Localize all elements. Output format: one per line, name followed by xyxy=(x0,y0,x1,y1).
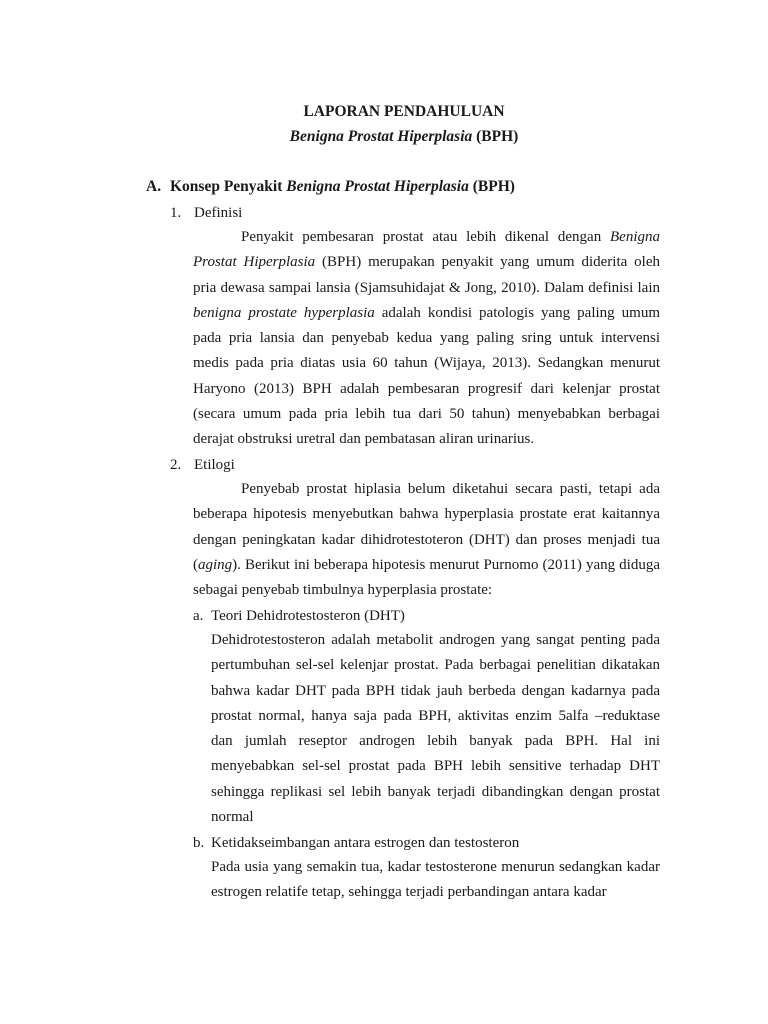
document-title: LAPORAN PENDAHULUAN xyxy=(303,103,505,120)
item-1-number: 1. xyxy=(170,205,182,221)
sub-a-letter: a. xyxy=(193,608,204,624)
etilogi-text-1: Penyebab prostat hiplasia belum diketahui secara pasti, tetapi ada beberapa hipotesis menyebutkan bahwa hyperplasia prostate erat kaitannya dengan peningkatan kadar dihidrotestoteron (DHT) dan proses menjadi tua ( xyxy=(193,481,660,573)
definisi-text-2: (BPH) merupakan penyakit yang umum diderita oleh pria dewasa sampai lansia (Sjamsuhidajat & Jong, 2010). Dalam definisi lain xyxy=(193,254,660,296)
etilogi-paragraph xyxy=(193,477,660,603)
definisi-paragraph xyxy=(193,225,660,453)
sub-a-label: Teori Dehidrotestosteron (DHT) xyxy=(211,608,405,624)
section-a-prefix: Konsep Penyakit xyxy=(170,178,287,195)
section-a-heading xyxy=(146,178,515,196)
item-1-heading xyxy=(170,204,242,222)
sub-b-letter: b. xyxy=(193,835,205,851)
etilogi-text-2: ). Berikut ini beberapa hipotesis menurut Purnomo (2011) yang diduga sebagai penyebab timbulnya hyperplasia prostate: xyxy=(193,556,660,599)
subtitle-italic: Benigna Prostat Hiperplasia xyxy=(289,128,473,145)
subtitle-suffix: (BPH) xyxy=(472,128,519,145)
section-a-italic: Benigna Prostat Hiperplasia xyxy=(286,178,469,195)
definisi-italic-1: Benigna Prostat Hiperplasia xyxy=(193,229,660,271)
definisi-text-1: Penyakit pembesaran prostat atau lebih dikenal dengan xyxy=(241,229,610,245)
sub-a-paragraph: Dehidrotestosteron adalah metabolit androgen yang sangat penting pada pertumbuhan sel-sel kelenjar prostat. Pada berbagai penelitian dikatakan bahwa kadar DHT pada BPH tidak jauh berbeda dengan kadarnya pada prostat normal, hanya saja pada BPH, aktivitas enzim 5alfa –reduktase dan jumlah reseptor androgen lebih banyak pada BPH. Hal ini menyebabkan sel-sel prostat pada BPH lebih sensitive terhadap DHT sehingga replikasi sel lebih banyak terjadi dibandingkan dengan prostat normal xyxy=(211,632,660,826)
definisi-text-3: adalah kondisi patologis yang paling umum pada pria lansia dan penyebab kedua yang paling sring untuk intervensi medis pada pria diatas usia 60 tahun (Wijaya, 2013). Sedangkan menurut Haryono (2013) BPH adalah pembesaran progresif dari kelenjar prostat (secara umum pada pria lebih tua dari 50 tahun) menyebabkan berbagai derajat obstruksi uretral dan pembatasan aliran urinarius. xyxy=(193,304,660,448)
section-a-suffix: (BPH) xyxy=(468,178,515,195)
document-subtitle xyxy=(0,128,768,146)
definisi-italic-2: benigna prostate hyperplasia xyxy=(193,304,375,321)
etilogi-italic-1: aging xyxy=(198,556,233,573)
item-2-label: Etilogi xyxy=(194,457,235,473)
sub-a-heading xyxy=(193,607,405,625)
section-a-letter: A. xyxy=(146,178,162,195)
item-2-heading xyxy=(170,456,235,474)
item-1-label: Definisi xyxy=(194,205,243,221)
item-2-number: 2. xyxy=(170,457,182,473)
sub-b-heading xyxy=(193,834,519,852)
sub-b-label: Ketidakseimbangan antara estrogen dan testosteron xyxy=(211,835,520,851)
sub-b-paragraph: Pada usia yang semakin tua, kadar testosterone menurun sedangkan kadar estrogen relatife tetap, sehingga terjadi perbandingan antara kadar xyxy=(211,859,660,901)
